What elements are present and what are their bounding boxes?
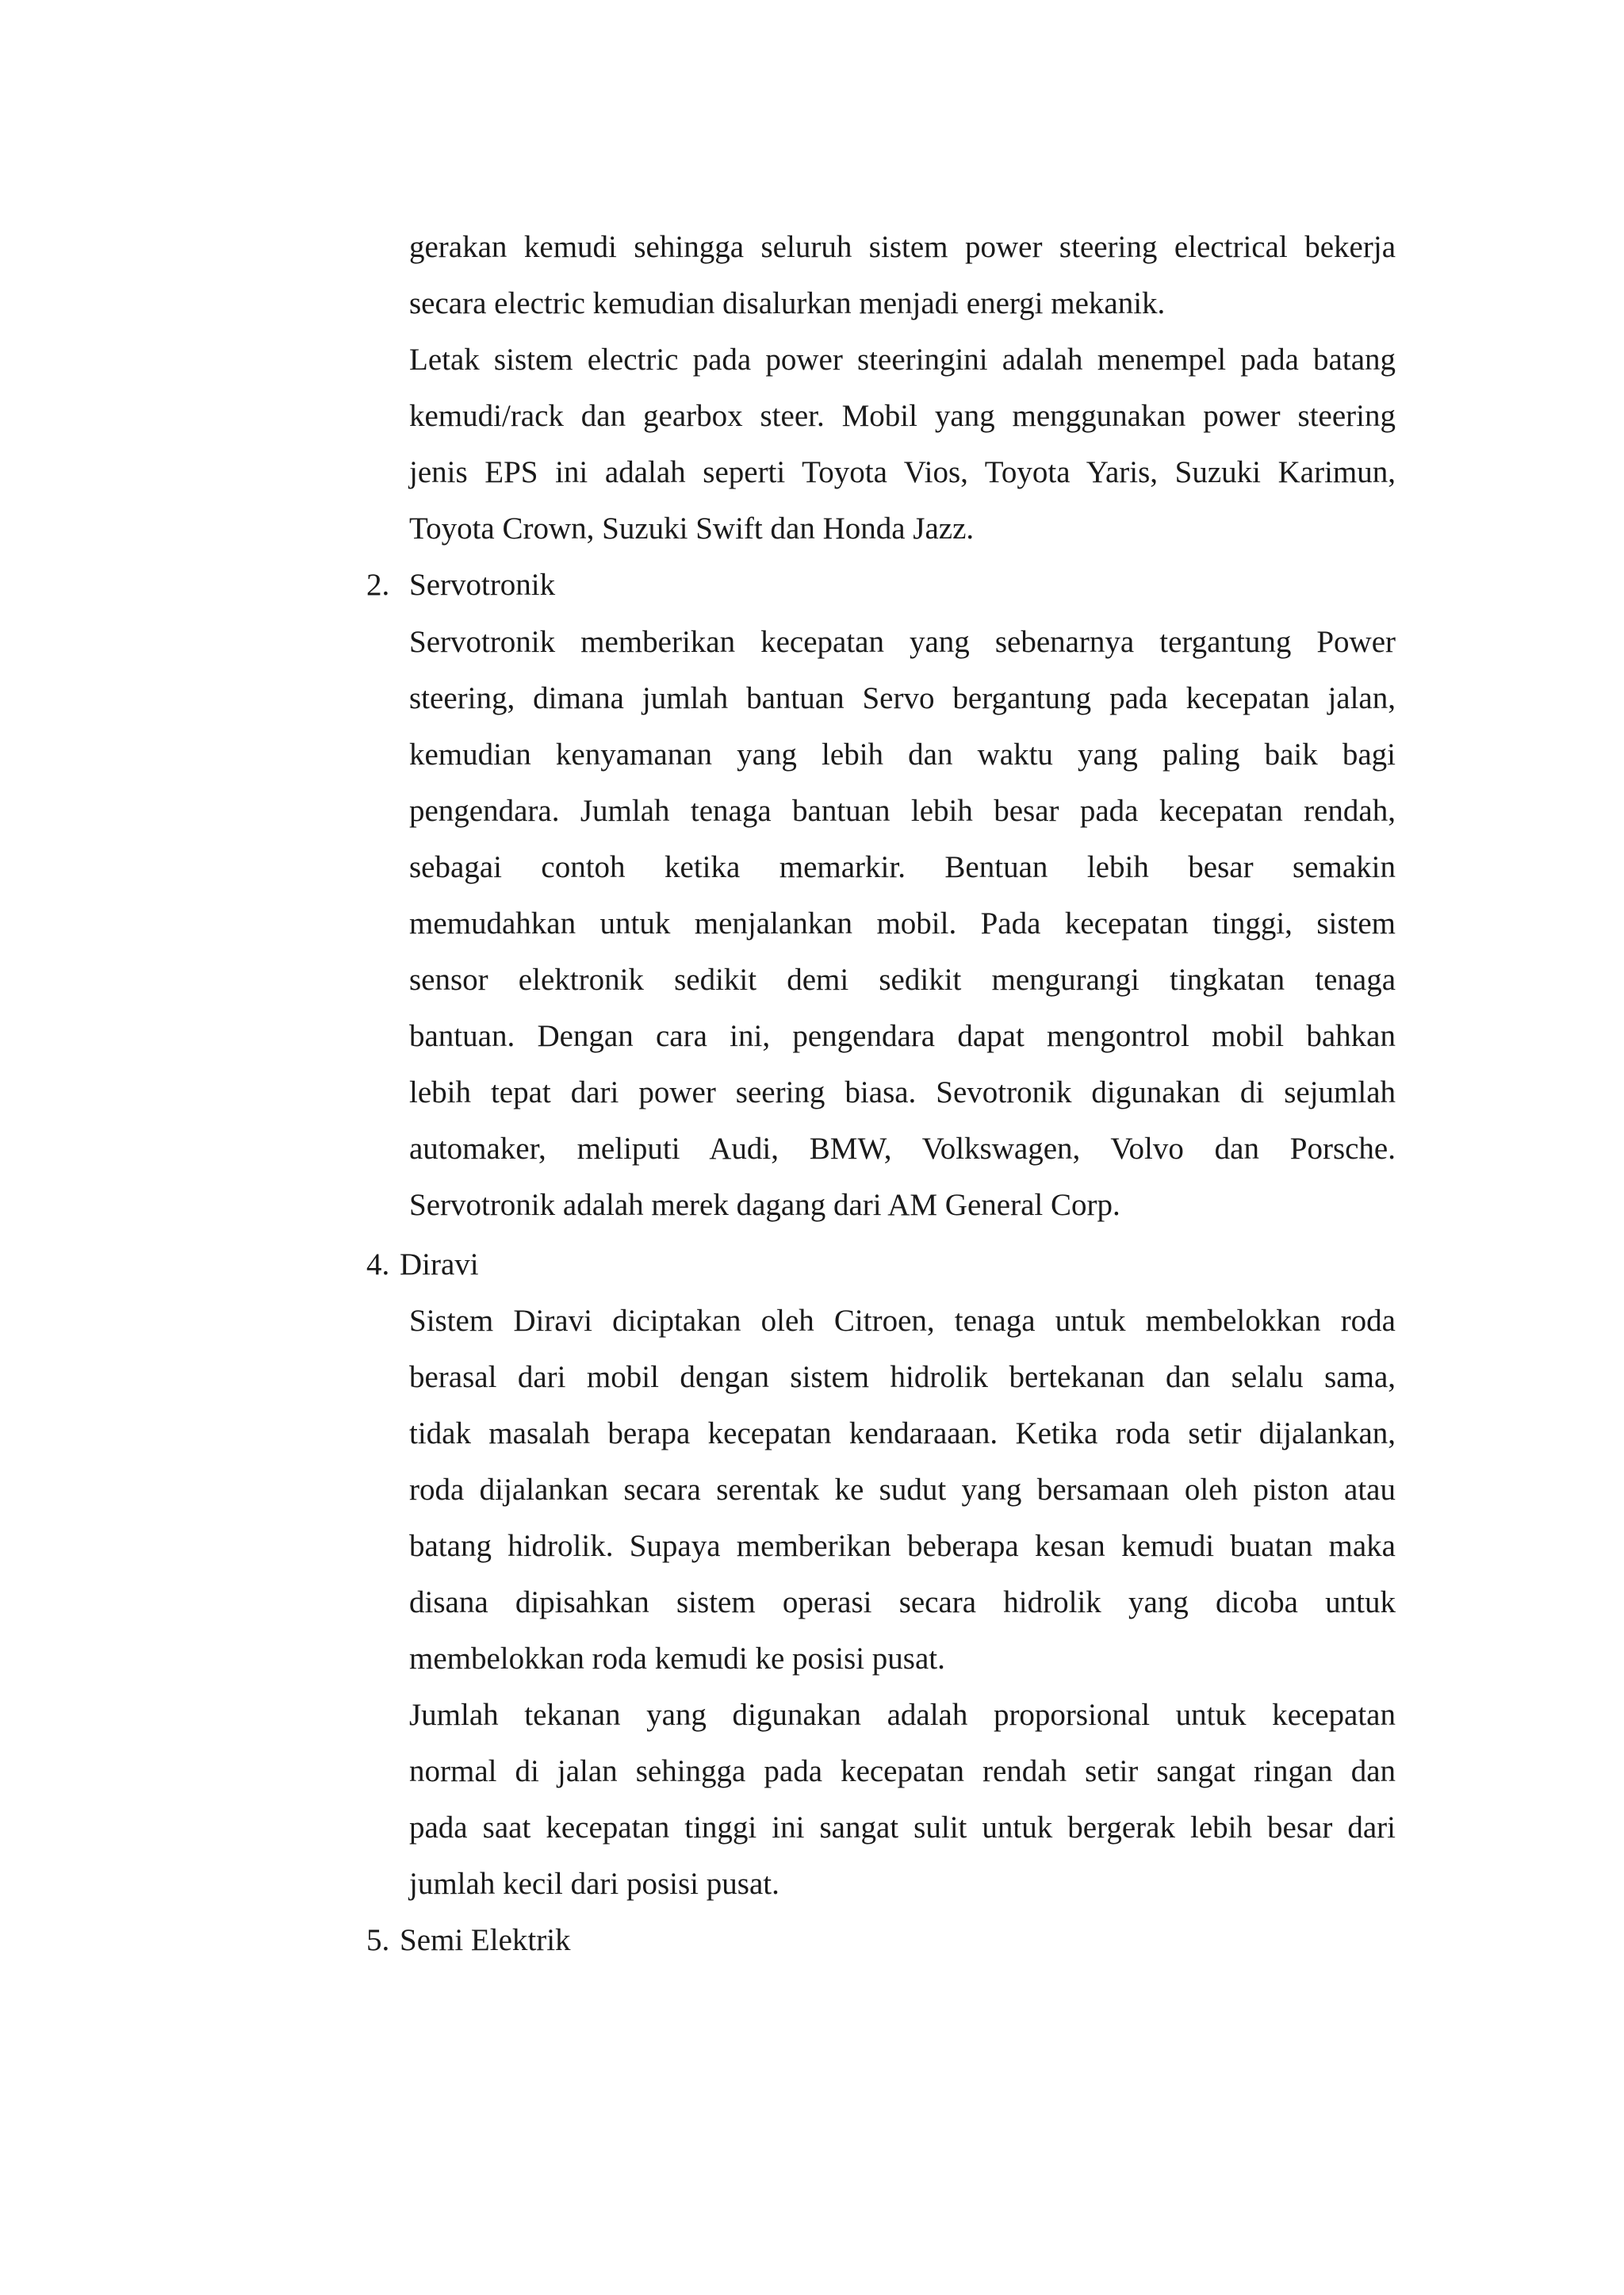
paragraph-line: Letak sistem electric pada power steeringini adalah menempel pada batang: [409, 343, 1396, 377]
section-number: 5.: [366, 1923, 390, 1957]
paragraph-line: tidak masalah berapa kecepatan kendaraaan. Ketika roda setir dijalankan,: [409, 1416, 1396, 1450]
section-title: Semi Elektrik: [400, 1923, 571, 1957]
paragraph-line: steering, dimana jumlah bantuan Servo bergantung pada kecepatan jalan,: [409, 681, 1396, 715]
paragraph-line: Servotronik adalah merek dagang dari AM General Corp.: [409, 1188, 1120, 1222]
paragraph-line: bantuan. Dengan cara ini, pengendara dapat mengontrol mobil bahkan: [409, 1019, 1396, 1053]
section-number: 2.: [366, 568, 390, 602]
paragraph-line: Jumlah tekanan yang digunakan adalah proporsional untuk kecepatan: [409, 1698, 1396, 1732]
paragraph-line: kemudi/rack dan gearbox steer. Mobil yang menggunakan power steering: [409, 399, 1396, 433]
section-title: Servotronik: [409, 568, 556, 602]
paragraph-line: lebih tepat dari power seering biasa. Sevotronik digunakan di sejumlah: [409, 1075, 1396, 1109]
paragraph-line: Toyota Crown, Suzuki Swift dan Honda Jazz.: [409, 511, 975, 546]
paragraph-line: jenis EPS ini adalah seperti Toyota Vios, Toyota Yaris, Suzuki Karimun,: [409, 455, 1396, 489]
paragraph-line: sensor elektronik sedikit demi sedikit mengurangi tingkatan tenaga: [409, 963, 1396, 997]
paragraph-line: Servotronik memberikan kecepatan yang sebenarnya tergantung Power: [409, 625, 1396, 659]
section-heading-semi-elektrik: [366, 1921, 571, 1960]
section-heading-diravi: [366, 1246, 479, 1284]
paragraph-line: memudahkan untuk menjalankan mobil. Pada kecepatan tinggi, sistem: [409, 906, 1396, 941]
paragraph-line: kemudian kenyamanan yang lebih dan waktu yang paling baik bagi: [409, 738, 1396, 772]
paragraph-line: roda dijalankan secara serentak ke sudut yang bersamaan oleh piston atau: [409, 1473, 1396, 1507]
paragraph-line: membelokkan roda kemudi ke posisi pusat.: [409, 1642, 945, 1676]
paragraph-line: automaker, meliputi Audi, BMW, Volkswagen, Volvo dan Porsche.: [409, 1132, 1396, 1166]
section-title: Diravi: [400, 1247, 479, 1282]
section-heading-servotronik: [366, 566, 555, 604]
paragraph-line: jumlah kecil dari posisi pusat.: [409, 1867, 779, 1901]
paragraph-line: secara electric kemudian disalurkan menjadi energi mekanik.: [409, 286, 1166, 320]
paragraph-line: normal di jalan sehingga pada kecepatan rendah setir sangat ringan dan: [409, 1754, 1396, 1788]
paragraph-line: pengendara. Jumlah tenaga bantuan lebih besar pada kecepatan rendah,: [409, 794, 1396, 828]
paragraph-line: Sistem Diravi diciptakan oleh Citroen, tenaga untuk membelokkan roda: [409, 1304, 1396, 1338]
paragraph-line: batang hidrolik. Supaya memberikan beberapa kesan kemudi buatan maka: [409, 1529, 1396, 1563]
paragraph-line: pada saat kecepatan tinggi ini sangat sulit untuk bergerak lebih besar dari: [409, 1810, 1396, 1845]
section-number: 4.: [366, 1247, 390, 1282]
paragraph-line: gerakan kemudi sehingga seluruh sistem power steering electrical bekerja: [409, 230, 1396, 264]
paragraph-line: disana dipisahkan sistem operasi secara hidrolik yang dicoba untuk: [409, 1585, 1396, 1619]
paragraph-line: sebagai contoh ketika memarkir. Bentuan lebih besar semakin: [409, 850, 1396, 884]
paragraph-line: berasal dari mobil dengan sistem hidrolik bertekanan dan selalu sama,: [409, 1360, 1396, 1394]
